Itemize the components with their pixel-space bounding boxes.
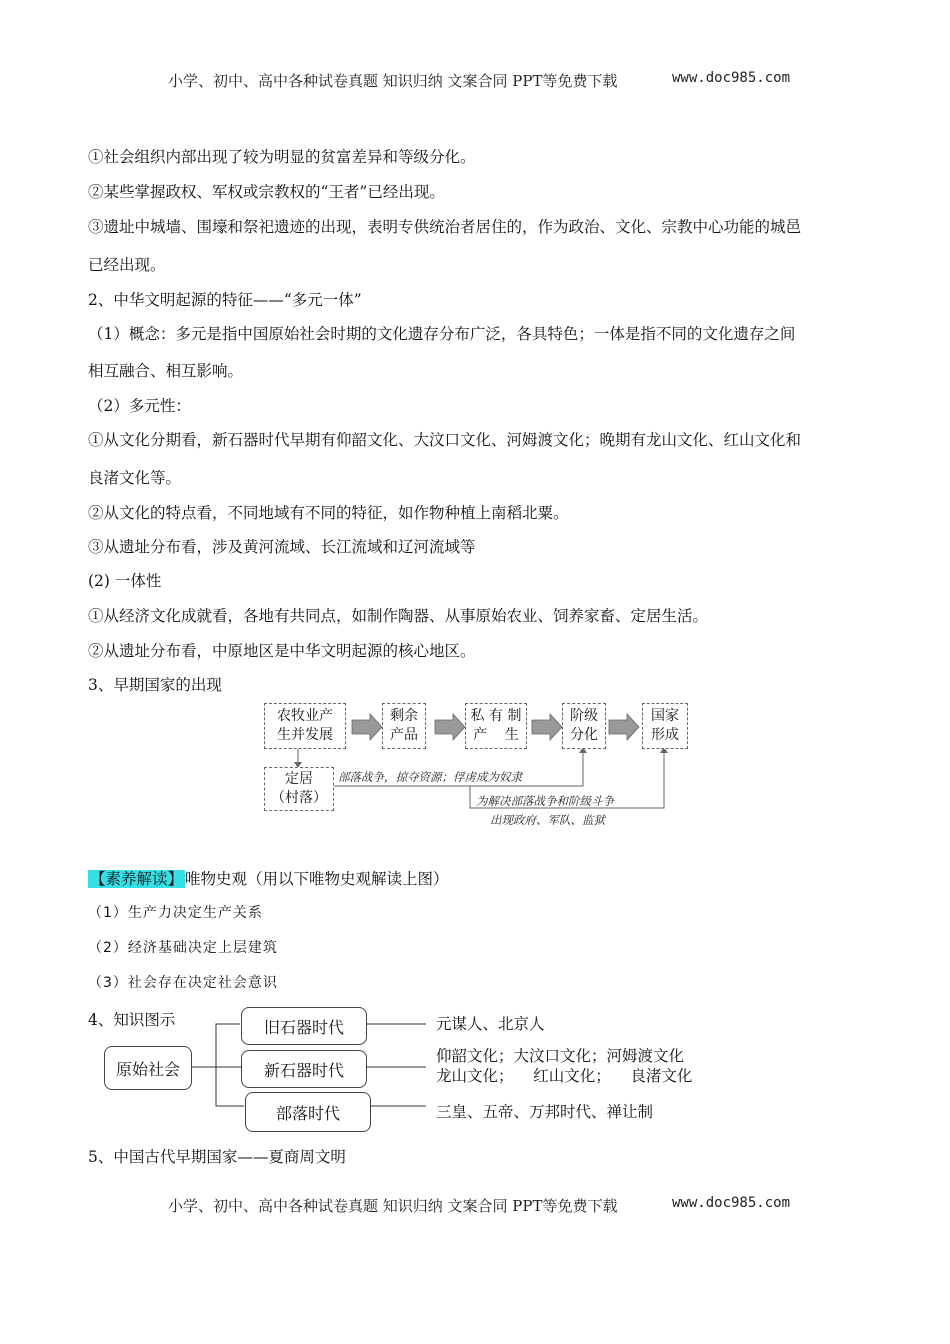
flow-box-class-division-line1: 阶级: [570, 708, 598, 724]
flow-box-agriculture-line1: 农牧业产: [277, 708, 333, 724]
paragraph: ②某些掌握政权、军权或宗教权的“王者”已经出现。: [88, 183, 445, 201]
flow-box-agriculture-line2: 生并发展: [277, 727, 333, 743]
paragraph: 已经出现。: [88, 256, 166, 274]
flow-box-settlement-line2: （村落）: [271, 790, 327, 806]
paragraph: (2) 一体性: [88, 572, 162, 590]
paragraph: ①从经济文化成就看，各地有共同点，如制作陶器、从事原始农业、饲养家畜、定居生活。: [88, 607, 709, 625]
tree-leaf-neolithic-early: 仰韶文化；大汶口文化；河姆渡文化: [436, 1047, 685, 1065]
tree-leaf-tribal: 三皇、五帝、万邦时代、禅让制: [436, 1103, 654, 1121]
flow-box-surplus: [382, 703, 426, 749]
flow-box-class-division-line2: 分化: [570, 727, 598, 743]
section-heading-4: 4、知识图示: [88, 1011, 176, 1029]
paragraph: ①社会组织内部出现了较为明显的贫富差异和等级分化。: [88, 148, 476, 166]
interpretation-item: （2）经济基础决定上层建筑: [88, 940, 278, 956]
section-heading-5: 5、中国古代早期国家——夏商周文明: [88, 1148, 346, 1166]
paragraph: ③从遗址分布看，涉及黄河流域、长江流域和辽河流域等: [88, 538, 476, 556]
header-url: www.doc985.com: [672, 70, 791, 86]
flow-box-state-formation-line2: 形成: [651, 727, 679, 743]
footer-url: www.doc985.com: [672, 1195, 791, 1211]
paragraph: 相互融合、相互影响。: [88, 362, 244, 380]
interpretation-badge: 【素养解读】: [90, 870, 184, 888]
paragraph: 良渚文化等。: [88, 469, 182, 487]
tree-node-paleolithic: 旧石器时代: [241, 1007, 367, 1045]
flow-box-surplus-line1: 剩余: [390, 708, 418, 724]
paragraph: ②从文化的特点看，不同地域有不同的特征，如作物种植上南稻北粟。: [88, 504, 569, 522]
flow-note-institutions: 出现政府、军队、监狱: [490, 813, 605, 827]
paragraph: ③遗址中城墙、围壕和祭祀遗迹的出现，表明专供统治者居住的，作为政治、文化、宗教中心功能的城邑: [88, 218, 802, 236]
flow-note-war: 部落战争，掠夺资源；俘虏成为奴隶: [338, 770, 522, 784]
flow-box-private-property-line2: 产 生: [473, 727, 519, 743]
paragraph: ②从遗址分布看，中原地区是中华文明起源的核心地区。: [88, 642, 476, 660]
interpretation-item: （3）社会存在决定社会意识: [88, 975, 278, 991]
flow-box-private-property-line1: 私 有 制: [470, 708, 522, 724]
flow-box-settlement-line1: 定居: [285, 771, 313, 787]
section-heading-3: 3、早期国家的出现: [88, 676, 222, 694]
tree-leaf-paleolithic: 元谋人、北京人: [436, 1015, 545, 1033]
footer-text: 小学、初中、高中各种试卷真题 知识归纳 文案合同 PPT等免费下载: [168, 1197, 618, 1215]
header-text: 小学、初中、高中各种试卷真题 知识归纳 文案合同 PPT等免费下载: [168, 72, 618, 90]
paragraph: （2）多元性：: [88, 397, 191, 415]
flow-box-class-division: [562, 703, 606, 749]
section-heading-2: 2、中华文明起源的特征——“多元一体”: [88, 291, 362, 309]
paragraph: ①从文化分期看，新石器时代早期有仰韶文化、大汶口文化、河姆渡文化；晚期有龙山文化、红山文化和: [88, 431, 802, 449]
tree-node-neolithic: 新石器时代: [241, 1050, 367, 1088]
flow-note-resolve: 为解决部落战争和阶级斗争: [476, 794, 614, 808]
flow-box-agriculture: [264, 703, 346, 749]
interpretation-title: 唯物史观（用以下唯物史观解读上图）: [185, 870, 449, 888]
flow-box-settlement: [264, 767, 334, 811]
flow-box-state-formation-line1: 国家: [651, 708, 679, 724]
paragraph: （1）概念：多元是指中国原始社会时期的文化遗存分布广泛，各具特色；一体是指不同的文化遗存之间: [88, 325, 796, 343]
tree-leaf-neolithic-late: 龙山文化； 红山文化； 良渚文化: [436, 1067, 693, 1085]
interpretation-item: （1）生产力决定生产关系: [88, 905, 263, 921]
flow-box-surplus-line2: 产品: [390, 727, 418, 743]
flow-box-state-formation: [642, 703, 688, 749]
interpretation-heading: [88, 867, 449, 889]
flow-box-private-property: [465, 703, 527, 749]
tree-root: 原始社会: [104, 1046, 192, 1090]
tree-node-tribal: 部落时代: [245, 1092, 371, 1132]
